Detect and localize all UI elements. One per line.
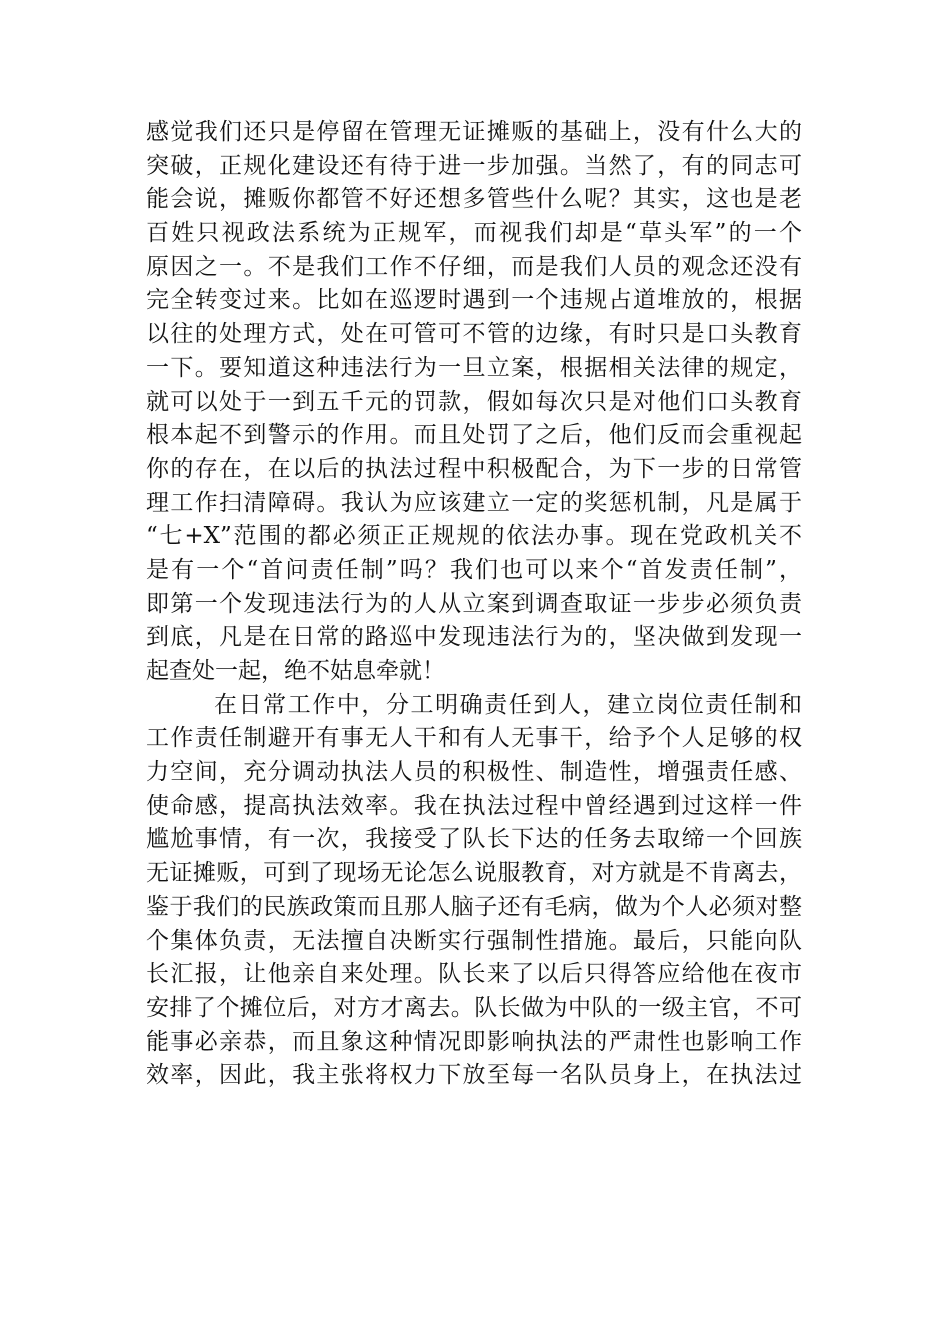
text-line: 能事必亲恭，而且象这种情况即影响执法的严肃性也影响工作 (146, 1028, 802, 1055)
text-line: 根本起不到警示的作用。而且处罚了之后，他们反而会重视起 (146, 422, 802, 449)
text-line: 使命感，提高执法效率。我在执法过程中曾经遇到过这样一件 (146, 792, 802, 819)
text-line: 能会说，摊贩你都管不好还想多管些什么呢？其实，这也是老 (146, 186, 802, 213)
text-line: 理工作扫清障碍。我认为应该建立一定的奖惩机制，凡是属于 (146, 489, 802, 516)
text-line: 突破，正规化建设还有待于进一步加强。当然了，有的同志可 (146, 152, 802, 179)
text-line: 力空间，充分调动执法人员的积极性、制造性，增强责任感、 (146, 759, 802, 786)
text-line: 到底，凡是在日常的路巡中发现违法行为的，坚决做到发现一 (146, 624, 802, 651)
text-line: 以往的处理方式，处在可管可不管的边缘，有时只是口头教育 (146, 321, 802, 348)
text-line: 个集体负责，无法擅自决断实行强制性措施。最后，只能向队 (146, 927, 802, 954)
text-line: 百姓只视政法系统为正规军，而视我们却是“草头军”的一个 (146, 220, 802, 247)
text-line: 即第一个发现违法行为的人从立案到调查取证一步步必须负责 (146, 590, 802, 617)
text-line: 尴尬事情，有一次，我接受了队长下达的任务去取缔一个回族 (146, 826, 802, 853)
text-line: 原因之一。不是我们工作不仔细，而是我们人员的观念还没有 (146, 253, 802, 280)
text-line: 你的存在，在以后的执法过程中积极配合，为下一步的日常管 (146, 455, 802, 482)
text-line: 无证摊贩，可到了现场无论怎么说服教育，对方就是不肯离去， (146, 860, 802, 887)
text-line: 一下。要知道这种违法行为一旦立案，根据相关法律的规定， (146, 354, 802, 381)
text-line: 完全转变过来。比如在巡逻时遇到一个违规占道堆放的，根据 (146, 287, 802, 314)
text-line: “七+X”范围的都必须正正规规的依法办事。现在党政机关不 (146, 523, 802, 550)
text-line: 就可以处于一到五千元的罚款，假如每次只是对他们口头教育 (146, 388, 802, 415)
text-line: 效率，因此，我主张将权力下放至每一名队员身上，在执法过 (146, 1062, 802, 1089)
text-line: 工作责任制避开有事无人干和有人无事干，给予个人足够的权 (146, 725, 802, 752)
text-line: 起查处一起，绝不姑息牵就！ (146, 658, 445, 684)
paragraph (146, 689, 802, 1093)
text-line: 安排了个摊位后，对方才离去。队长做为中队的一级主官，不可 (146, 994, 802, 1021)
document-body (146, 116, 802, 1093)
text-line: 感觉我们还只是停留在管理无证摊贩的基础上，没有什么大的 (146, 119, 802, 145)
paragraph (146, 116, 802, 689)
text-line: 鉴于我们的民族政策而且那人脑子还有毛病，做为个人必须对整 (146, 893, 802, 920)
text-line: 长汇报，让他亲自来处理。队长来了以后只得答应给他在夜市 (146, 961, 802, 988)
text-line: 是有一个“首问责任制”吗？我们也可以来个“首发责任制”， (146, 556, 802, 583)
text-line: 在日常工作中，分工明确责任到人，建立岗位责任制和 (214, 691, 802, 718)
